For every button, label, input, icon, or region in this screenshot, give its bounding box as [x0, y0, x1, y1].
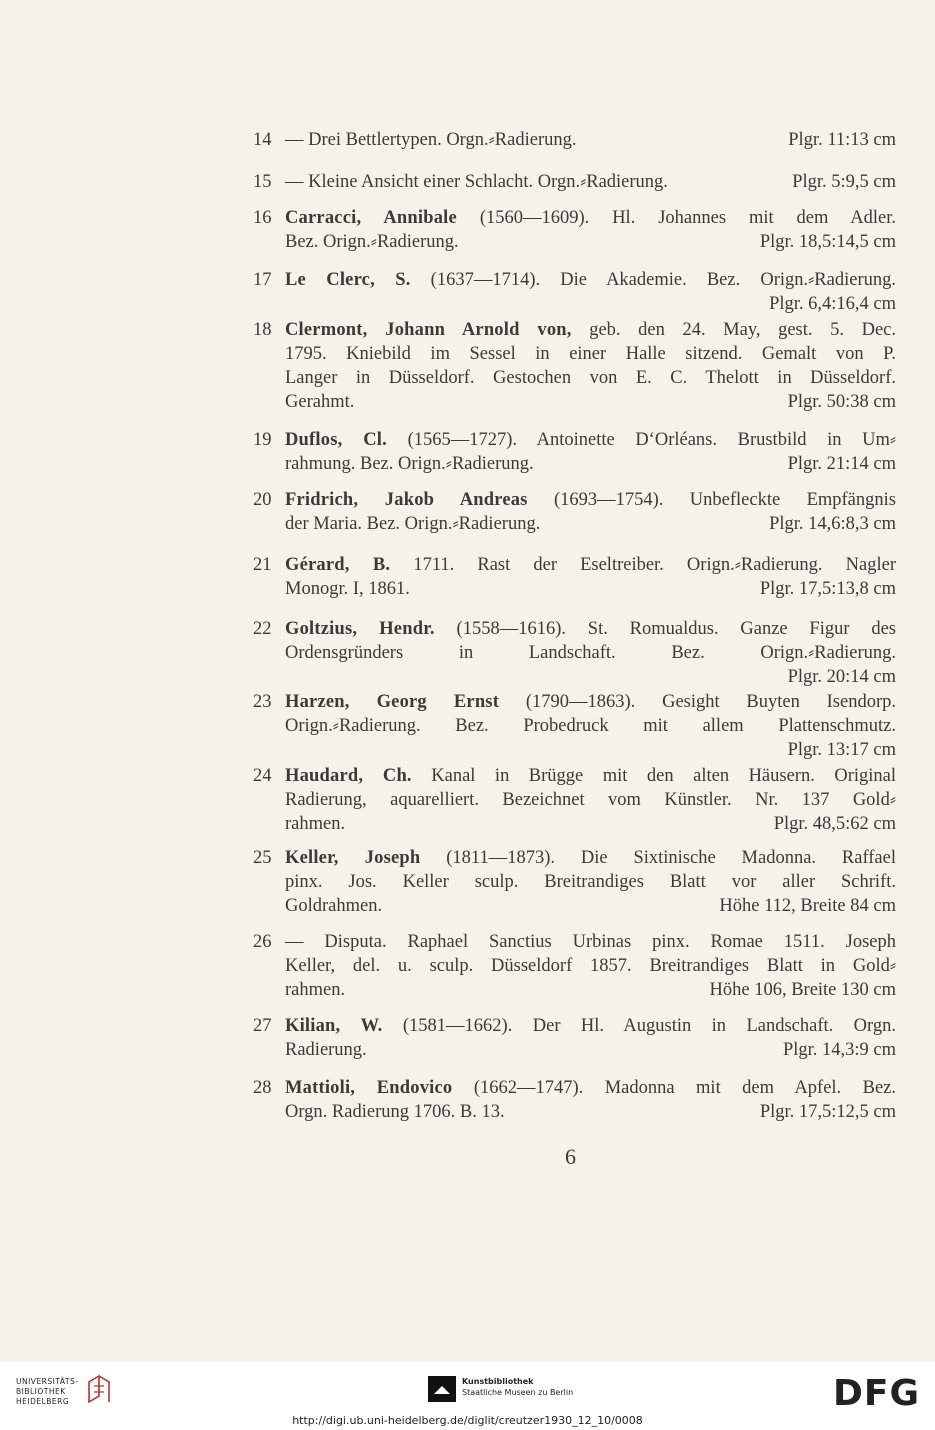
entry-line: [285, 617, 896, 641]
entry-text: (1560—1609). Hl. Johannes mit dem Adler.: [456, 208, 896, 228]
university-line: BIBLIOTHEK: [16, 1387, 66, 1396]
entry-text: der Maria. Bez. Orign.⸗Radierung.: [285, 514, 541, 534]
entry-line: [285, 738, 896, 762]
catalog-entry: [253, 617, 896, 689]
catalog-entry: [253, 206, 896, 254]
entry-text: Langer in Düsseldorf. Gestochen von E. C. Thelott in Düsseldorf.: [285, 368, 896, 388]
entry-line: [285, 870, 896, 894]
artist-name: Mattioli, Endovico: [285, 1078, 453, 1098]
entry-line: [285, 577, 896, 601]
entry-line: [285, 812, 896, 836]
entry-number: 19: [253, 430, 272, 450]
entry-text: — Disputa. Raphael Sanctius Urbinas pinx. Romae 1511. Joseph: [285, 932, 896, 952]
catalog-entry: [253, 488, 896, 536]
museen-subtitle: Staatliche Museen zu Berlin: [462, 1388, 574, 1397]
artist-name: Goltzius, Hendr.: [285, 619, 435, 639]
university-library-name: [16, 1377, 78, 1407]
entry-number: 21: [253, 555, 272, 575]
entry-line: [285, 1100, 896, 1124]
entry-text: (1662—1747). Madonna mit dem Apfel. Bez.: [452, 1078, 896, 1098]
entry-line: [285, 553, 896, 577]
entry-line: [285, 128, 896, 152]
entry-text: (1581—1662). Der Hl. Augustin in Landschaft. Orgn.: [382, 1016, 896, 1036]
entry-line: [285, 665, 896, 689]
entry-dimensions: Plgr. 18,5:14,5 cm: [759, 232, 896, 252]
entry-number: 20: [253, 490, 272, 510]
catalog-entry: [253, 1076, 896, 1124]
entry-line: [285, 488, 896, 512]
entry-text: (1693—1754). Unbefleckte Empfängnis: [527, 490, 896, 510]
entry-dimensions: Plgr. 5:9,5 cm: [792, 172, 896, 192]
entry-number: 27: [253, 1016, 272, 1036]
entry-line: [285, 342, 896, 366]
university-line: HEIDELBERG: [16, 1397, 70, 1406]
entry-line: [285, 318, 896, 342]
entry-text: Monogr. I, 1861.: [285, 579, 410, 599]
dfg-logo: DFG: [833, 1373, 921, 1414]
entry-dimensions: Plgr. 20:14 cm: [787, 667, 896, 687]
kunstbibliothek-title: Kunstbibliothek: [462, 1377, 534, 1386]
artist-name: Carracci, Annibale: [285, 208, 457, 228]
catalog-entry: [253, 1014, 896, 1062]
university-logo-icon: [86, 1374, 112, 1404]
entry-number: 14: [253, 130, 272, 150]
entry-dimensions: Plgr. 21:14 cm: [787, 454, 896, 474]
entry-text: Radierung, aquarelliert. Bezeichnet vom Künstler. Nr. 137 Gold⸗: [285, 790, 896, 810]
entry-text: (1637—1714). Die Akademie. Bez. Orign.⸗Radierung.: [410, 270, 896, 290]
entry-dimensions: Plgr. 14,6:8,3 cm: [769, 514, 896, 534]
entry-number: 16: [253, 208, 272, 228]
artist-name: Clermont, Johann Arnold von,: [285, 320, 572, 340]
entry-text: pinx. Jos. Keller sculp. Breitrandiges Blatt vor aller Schrift.: [285, 872, 896, 892]
entry-text: geb. den 24. May, gest. 5. Dec.: [571, 320, 897, 340]
entry-text: Bez. Orign.⸗Radierung.: [285, 232, 459, 252]
entry-line: [285, 1076, 896, 1100]
entry-line: [285, 268, 896, 292]
entry-line: [285, 170, 896, 194]
catalog-entry: [253, 690, 896, 762]
entry-dimensions: Plgr. 6,4:16,4 cm: [769, 294, 896, 314]
entry-line: [285, 1038, 896, 1062]
entry-dimensions: Plgr. 50:38 cm: [787, 392, 896, 412]
entry-text: (1811—1873). Die Sixtinische Madonna. Raffael: [420, 848, 896, 868]
entry-dimensions: Plgr. 13:17 cm: [787, 740, 896, 760]
entry-text: (1565—1727). Antoinette D‘Orléans. Brustbild in Um⸗: [386, 430, 896, 450]
entry-text: Goldrahmen.: [285, 896, 383, 916]
entry-number: 15: [253, 172, 272, 192]
artist-name: Keller, Joseph: [285, 848, 421, 868]
catalog-entry: [253, 930, 896, 1002]
catalog-entry: [253, 553, 896, 601]
entry-line: [285, 930, 896, 954]
entry-dimensions: Plgr. 48,5:62 cm: [773, 814, 896, 834]
artist-name: Haudard, Ch.: [285, 766, 412, 786]
entry-number: 28: [253, 1078, 272, 1098]
entry-line: [285, 206, 896, 230]
entry-text: — Drei Bettlertypen. Orgn.⸗Radierung.: [285, 130, 577, 150]
catalog-entry: [253, 170, 896, 194]
artist-name: Le Clerc, S.: [285, 270, 411, 290]
entry-text: Orgn. Radierung 1706. B. 13.: [285, 1102, 505, 1122]
entry-text: Ordensgründers in Landschaft. Bez. Orign.⸗Radierung.: [285, 643, 896, 663]
entry-line: [285, 894, 896, 918]
artist-name: Harzen, Georg Ernst: [285, 692, 500, 712]
entry-line: [285, 714, 896, 738]
entry-number: 22: [253, 619, 272, 639]
artist-name: Duflos, Cl.: [285, 430, 387, 450]
catalog-entry: [253, 428, 896, 476]
entry-text: rahmen.: [285, 980, 346, 1000]
entry-text: (1558—1616). St. Romualdus. Ganze Figur des: [434, 619, 896, 639]
entry-dimensions: Plgr. 17,5:12,5 cm: [759, 1102, 896, 1122]
entry-text: — Kleine Ansicht einer Schlacht. Orgn.⸗Radierung.: [285, 172, 668, 192]
entry-line: [285, 512, 896, 536]
entry-line: [285, 641, 896, 665]
entry-line: [285, 690, 896, 714]
kunstbibliothek-logo-icon: [428, 1376, 456, 1402]
artist-name: Fridrich, Jakob Andreas: [285, 490, 528, 510]
entry-line: [285, 954, 896, 978]
catalog-entry: [253, 128, 896, 152]
entry-line: [285, 366, 896, 390]
entry-text: rahmen.: [285, 814, 346, 834]
entry-text: Keller, del. u. sculp. Düsseldorf 1857. Breitrandiges Blatt in Gold⸗: [285, 956, 896, 976]
entry-line: [285, 846, 896, 870]
entry-line: [285, 230, 896, 254]
entry-text: rahmung. Bez. Orign.⸗Radierung.: [285, 454, 534, 474]
entry-dimensions: Plgr. 17,5:13,8 cm: [759, 579, 896, 599]
catalog-entry: [253, 268, 896, 316]
catalog-entry: [253, 318, 896, 414]
catalog-entry: [253, 846, 896, 918]
entry-text: Kanal in Brügge mit den alten Häusern. Original: [411, 766, 896, 786]
entry-line: [285, 390, 896, 414]
entry-number: 25: [253, 848, 272, 868]
artist-name: Gérard, B.: [285, 555, 391, 575]
entry-text: (1790—1863). Gesight Buyten Isendorp.: [499, 692, 897, 712]
entry-number: 23: [253, 692, 272, 712]
entry-text: Radierung.: [285, 1040, 367, 1060]
entry-line: [285, 452, 896, 476]
catalog-entry: [253, 764, 896, 836]
entry-text: 1711. Rast der Eseltreiber. Orign.⸗Radierung. Nagler: [390, 555, 896, 575]
entry-dimensions: Höhe 106, Breite 130 cm: [709, 980, 896, 1000]
source-url[interactable]: http://digi.ub.uni-heidelberg.de/diglit/creutzer1930_12_10/0008: [292, 1414, 643, 1427]
entry-number: 26: [253, 932, 272, 952]
entry-line: [285, 788, 896, 812]
artist-name: Kilian, W.: [285, 1016, 383, 1036]
footer-bar: [0, 1362, 935, 1430]
university-line: UNIVERSITÄTS-: [16, 1377, 79, 1386]
entry-number: 17: [253, 270, 272, 290]
entry-line: [285, 978, 896, 1002]
entry-dimensions: Plgr. 11:13 cm: [788, 130, 896, 150]
entry-text: Gerahmt.: [285, 392, 355, 412]
entry-number: 24: [253, 766, 272, 786]
entry-dimensions: Plgr. 14,3:9 cm: [782, 1040, 896, 1060]
entry-line: [285, 764, 896, 788]
entry-text: Orign.⸗Radierung. Bez. Probedruck mit allem Plattenschmutz.: [285, 716, 896, 736]
entry-line: [285, 428, 896, 452]
entry-text: 1795. Kniebild im Sessel in einer Halle sitzend. Gemalt von P.: [285, 344, 896, 364]
kunstbibliothek-name: [462, 1376, 573, 1398]
entry-dimensions: Höhe 112, Breite 84 cm: [719, 896, 896, 916]
entry-line: [285, 1014, 896, 1038]
page-number: 6: [565, 1144, 576, 1169]
entry-number: 18: [253, 320, 272, 340]
entry-line: [285, 292, 896, 316]
